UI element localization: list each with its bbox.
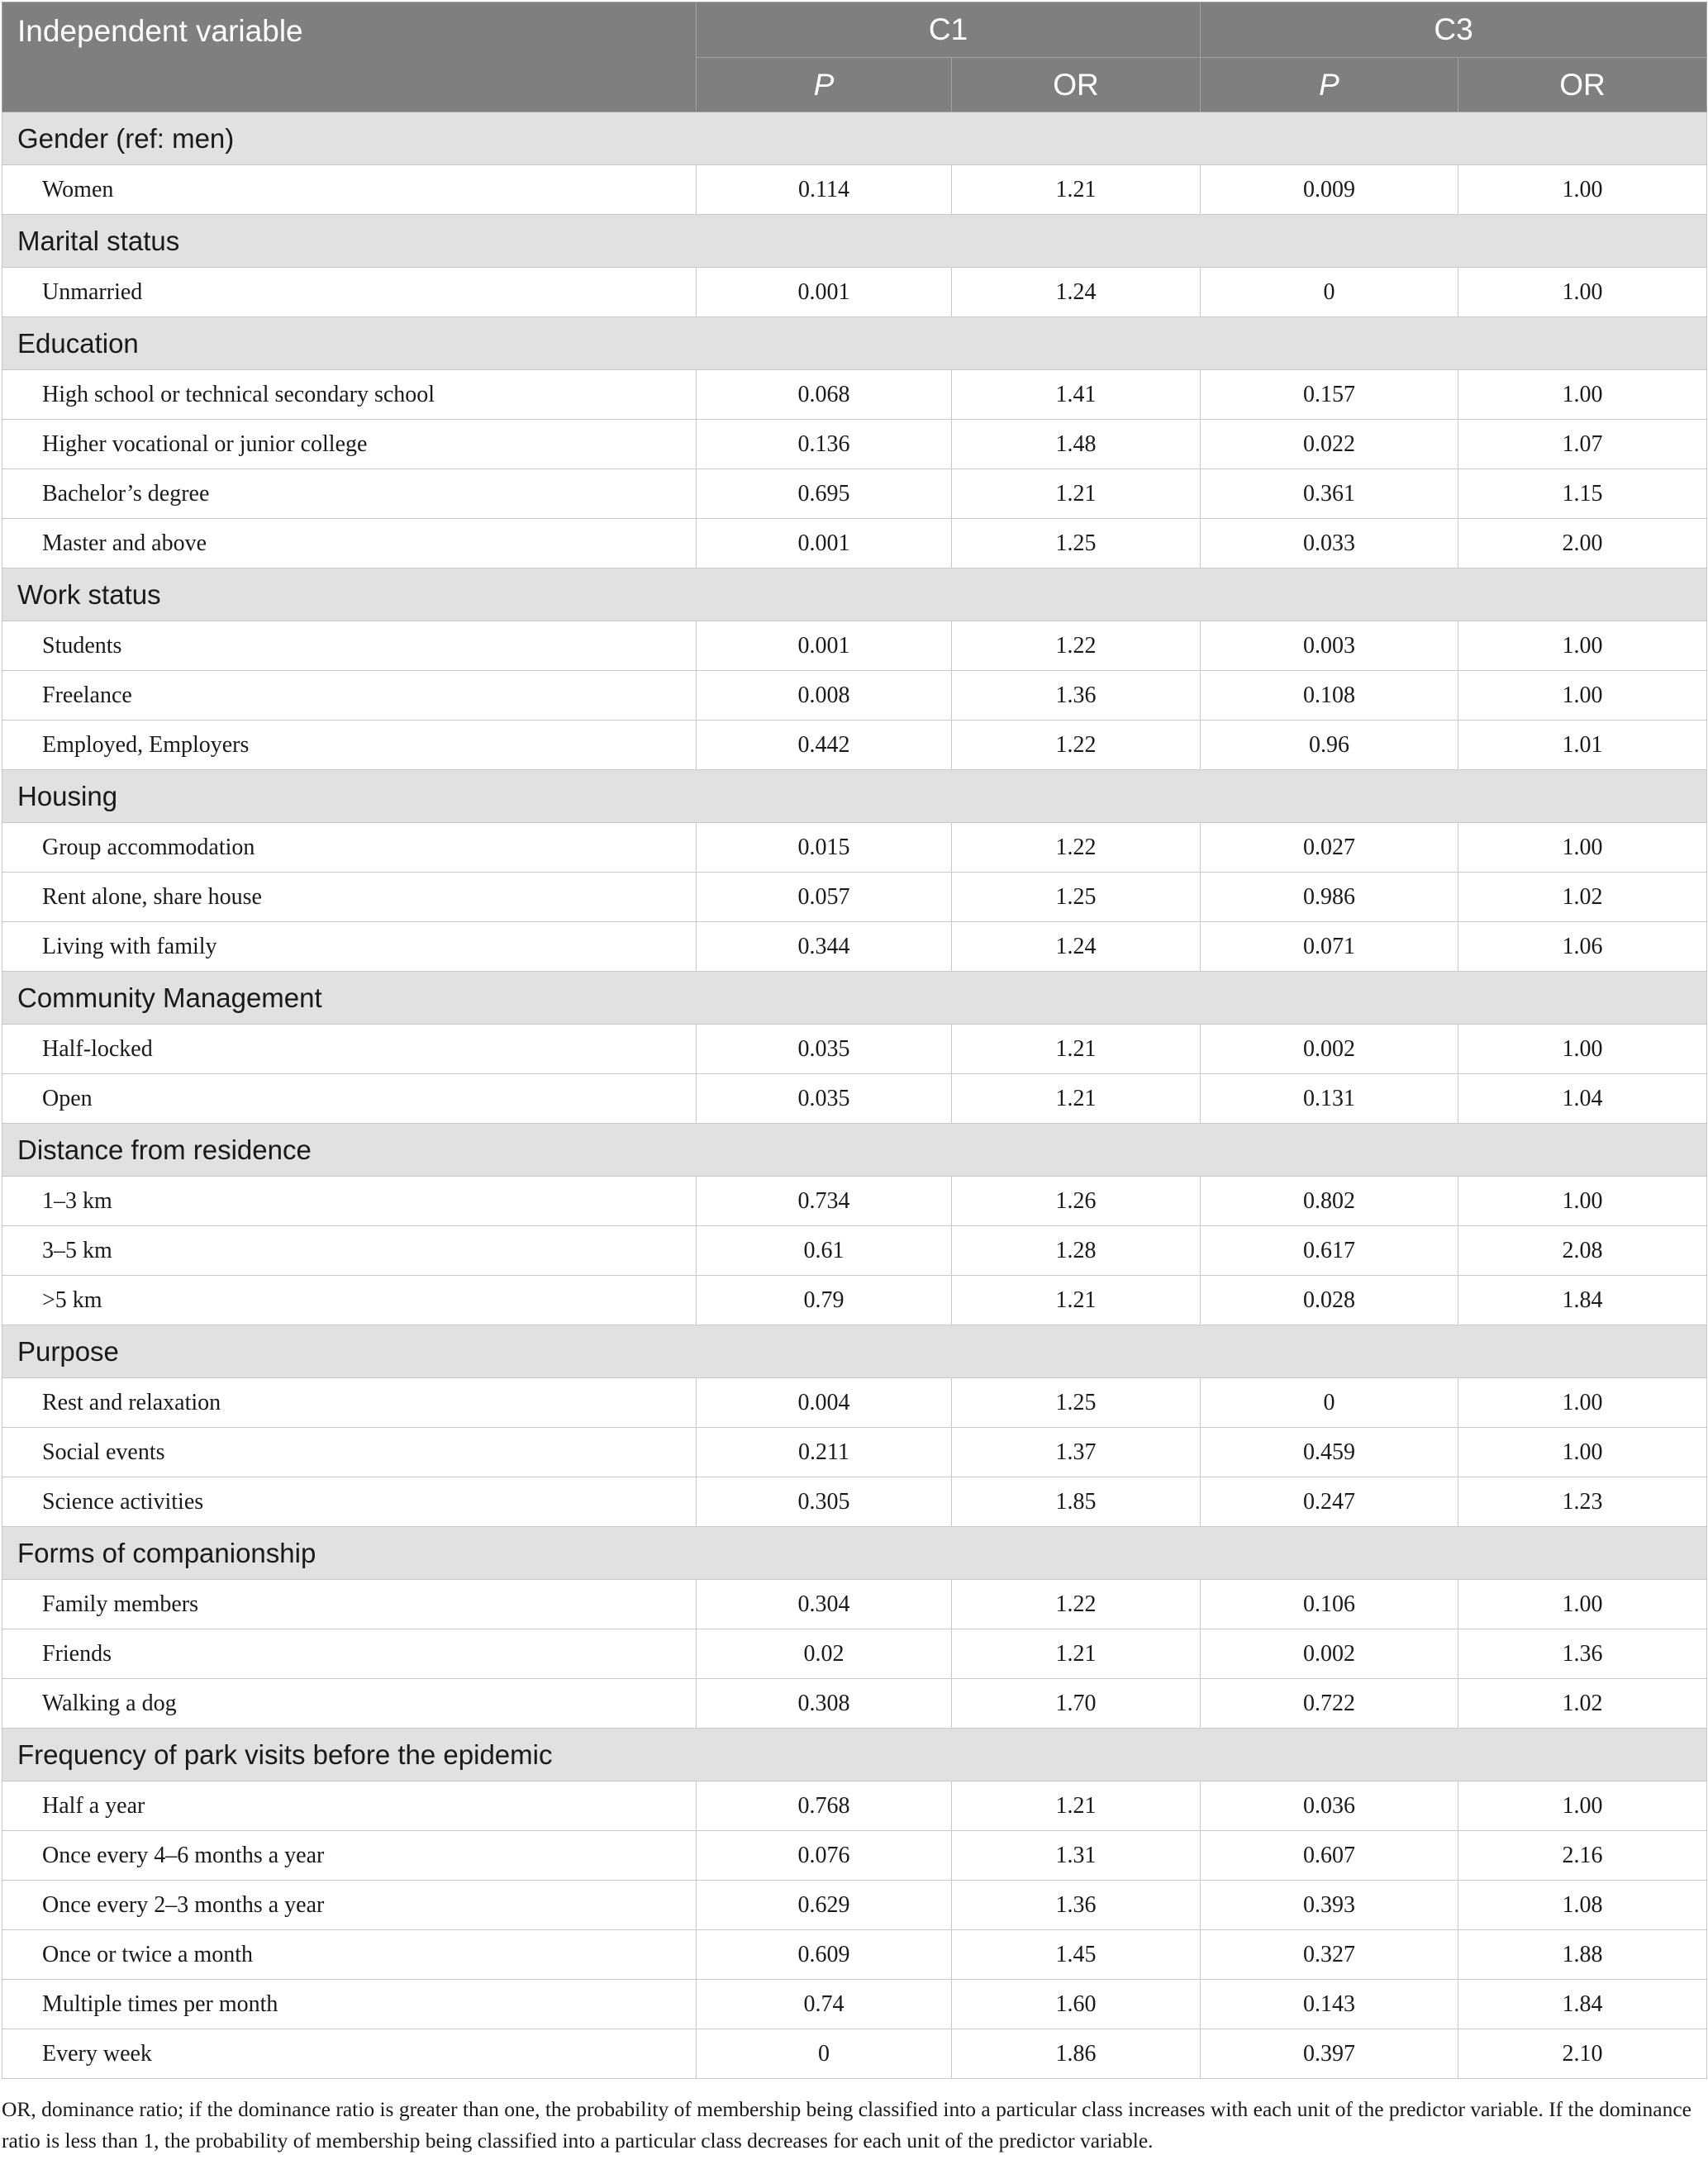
cell-c1-or: 1.21 [952,1781,1201,1831]
cell-c1-p: 0.008 [697,671,952,721]
cell-c3-or: 1.00 [1458,671,1707,721]
table-row [2,1881,1707,1930]
table-row [2,1831,1707,1881]
section-title: Work status [2,568,1707,621]
section-row [2,1124,1707,1177]
row-label: High school or technical secondary school [2,370,697,420]
cell-c3-or: 1.00 [1458,1580,1707,1629]
section-title: Housing [2,770,1707,823]
section-title: Community Management [2,972,1707,1025]
header-c3-p: P [1201,58,1458,112]
table-row [2,1580,1707,1629]
cell-c3-p: 0.607 [1201,1831,1458,1881]
table-row [2,1629,1707,1679]
cell-c3-p: 0.028 [1201,1276,1458,1325]
table-row [2,1378,1707,1428]
cell-c1-or: 1.21 [952,1074,1201,1124]
cell-c3-p: 0.617 [1201,1226,1458,1276]
cell-c3-p: 0.327 [1201,1930,1458,1980]
cell-c3-or: 1.36 [1458,1629,1707,1679]
cell-c1-or: 1.21 [952,1276,1201,1325]
table-row [2,469,1707,519]
cell-c3-or: 1.00 [1458,1428,1707,1477]
cell-c1-or: 1.70 [952,1679,1201,1729]
row-label: Every week [2,2029,697,2079]
cell-c1-p: 0 [697,2029,952,2079]
table-row [2,2029,1707,2079]
cell-c1-or: 1.60 [952,1980,1201,2029]
header-group-c1: C1 [697,2,1201,58]
cell-c3-p: 0.361 [1201,469,1458,519]
cell-c3-p: 0.157 [1201,370,1458,420]
cell-c1-p: 0.61 [697,1226,952,1276]
cell-c1-p: 0.734 [697,1177,952,1226]
cell-c3-or: 1.00 [1458,823,1707,873]
row-label: Master and above [2,519,697,568]
cell-c3-or: 1.84 [1458,1276,1707,1325]
cell-c3-p: 0.108 [1201,671,1458,721]
cell-c1-or: 1.37 [952,1428,1201,1477]
cell-c1-p: 0.305 [697,1477,952,1527]
cell-c1-or: 1.24 [952,922,1201,972]
section-title: Education [2,317,1707,370]
header-c1-or: OR [952,58,1201,112]
cell-c3-p: 0.986 [1201,873,1458,922]
table-row [2,1428,1707,1477]
table-row [2,519,1707,568]
section-row [2,317,1707,370]
row-label: Freelance [2,671,697,721]
cell-c1-or: 1.25 [952,873,1201,922]
row-label: Group accommodation [2,823,697,873]
section-title: Frequency of park visits before the epidemic [2,1729,1707,1781]
cell-c3-p: 0.009 [1201,165,1458,215]
table-row [2,1980,1707,2029]
cell-c1-p: 0.114 [697,165,952,215]
cell-c1-or: 1.22 [952,823,1201,873]
cell-c1-p: 0.304 [697,1580,952,1629]
cell-c1-or: 1.21 [952,469,1201,519]
table-row [2,1781,1707,1831]
cell-c1-or: 1.21 [952,165,1201,215]
cell-c3-or: 1.02 [1458,1679,1707,1729]
cell-c1-or: 1.22 [952,721,1201,770]
row-label: 3–5 km [2,1226,697,1276]
section-row [2,1729,1707,1781]
cell-c3-p: 0.247 [1201,1477,1458,1527]
table-row [2,1679,1707,1729]
table-footnote: OR, dominance ratio; if the dominance ratio is greater than one, the probability of membership being classified into a particular class increases with each unit of the predictor variable. If the dominance ratio is less than 1, the probability of membership being classified into a particular class decreases for each unit of the predictor variable. [2,2097,1691,2152]
row-label: Half a year [2,1781,697,1831]
cell-c1-p: 0.695 [697,469,952,519]
table-row [2,671,1707,721]
cell-c3-or: 1.00 [1458,1025,1707,1074]
cell-c3-p: 0.003 [1201,621,1458,671]
table-row [2,1226,1707,1276]
cell-c3-or: 1.06 [1458,922,1707,972]
cell-c3-p: 0.459 [1201,1428,1458,1477]
table-row [2,721,1707,770]
cell-c3-p: 0 [1201,268,1458,317]
cell-c1-p: 0.211 [697,1428,952,1477]
cell-c3-or: 1.00 [1458,1177,1707,1226]
cell-c1-p: 0.609 [697,1930,952,1980]
table-row [2,823,1707,873]
cell-c1-p: 0.344 [697,922,952,972]
row-label: Once or twice a month [2,1930,697,1980]
row-label: 1–3 km [2,1177,697,1226]
row-label: Multiple times per month [2,1980,697,2029]
cell-c3-p: 0.96 [1201,721,1458,770]
cell-c1-or: 1.36 [952,671,1201,721]
cell-c3-p: 0.071 [1201,922,1458,972]
cell-c1-p: 0.035 [697,1025,952,1074]
row-label: Once every 2–3 months a year [2,1881,697,1930]
cell-c1-or: 1.41 [952,370,1201,420]
cell-c1-or: 1.86 [952,2029,1201,2079]
table-row [2,621,1707,671]
section-title: Marital status [2,215,1707,268]
cell-c1-p: 0.442 [697,721,952,770]
row-label: Rent alone, share house [2,873,697,922]
row-label: Rest and relaxation [2,1378,697,1428]
cell-c3-p: 0.802 [1201,1177,1458,1226]
section-row [2,1325,1707,1378]
section-row [2,972,1707,1025]
cell-c1-or: 1.21 [952,1025,1201,1074]
cell-c1-or: 1.48 [952,420,1201,469]
cell-c3-p: 0.022 [1201,420,1458,469]
row-label: Living with family [2,922,697,972]
cell-c1-p: 0.001 [697,268,952,317]
cell-c3-p: 0.033 [1201,519,1458,568]
cell-c3-p: 0.036 [1201,1781,1458,1831]
row-label: Unmarried [2,268,697,317]
cell-c3-or: 1.04 [1458,1074,1707,1124]
row-label: Women [2,165,697,215]
table-row [2,1477,1707,1527]
cell-c1-p: 0.004 [697,1378,952,1428]
cell-c3-p: 0.027 [1201,823,1458,873]
header-c3-or: OR [1458,58,1707,112]
cell-c3-or: 1.23 [1458,1477,1707,1527]
row-label: Open [2,1074,697,1124]
cell-c3-or: 1.00 [1458,268,1707,317]
cell-c3-or: 1.00 [1458,1781,1707,1831]
cell-c1-p: 0.308 [697,1679,952,1729]
cell-c3-or: 1.00 [1458,621,1707,671]
cell-c1-or: 1.85 [952,1477,1201,1527]
table-row [2,1930,1707,1980]
table-row [2,1074,1707,1124]
cell-c3-or: 1.00 [1458,165,1707,215]
row-label: Higher vocational or junior college [2,420,697,469]
cell-c1-p: 0.001 [697,519,952,568]
cell-c3-p: 0.002 [1201,1025,1458,1074]
table-row [2,1276,1707,1325]
table-row [2,873,1707,922]
cell-c3-or: 1.00 [1458,370,1707,420]
section-title: Distance from residence [2,1124,1707,1177]
cell-c1-p: 0.057 [697,873,952,922]
cell-c1-p: 0.076 [697,1831,952,1881]
cell-c3-p: 0 [1201,1378,1458,1428]
row-label: Bachelor’s degree [2,469,697,519]
row-label: Once every 4–6 months a year [2,1831,697,1881]
cell-c3-or: 2.10 [1458,2029,1707,2079]
section-row [2,770,1707,823]
row-label: Students [2,621,697,671]
cell-c3-p: 0.397 [1201,2029,1458,2079]
section-row [2,215,1707,268]
section-title: Gender (ref: men) [2,112,1707,165]
cell-c3-p: 0.393 [1201,1881,1458,1930]
cell-c3-p: 0.143 [1201,1980,1458,2029]
cell-c3-or: 1.02 [1458,873,1707,922]
table-row [2,165,1707,215]
cell-c1-or: 1.25 [952,519,1201,568]
cell-c1-p: 0.035 [697,1074,952,1124]
row-label: Walking a dog [2,1679,697,1729]
cell-c1-or: 1.22 [952,1580,1201,1629]
cell-c3-or: 2.16 [1458,1831,1707,1881]
cell-c1-or: 1.45 [952,1930,1201,1980]
cell-c3-or: 1.15 [1458,469,1707,519]
cell-c1-p: 0.74 [697,1980,952,2029]
cell-c1-p: 0.136 [697,420,952,469]
section-row [2,1527,1707,1580]
table-row [2,922,1707,972]
table-row [2,268,1707,317]
cell-c1-or: 1.24 [952,268,1201,317]
table-row [2,1025,1707,1074]
cell-c1-or: 1.31 [952,1831,1201,1881]
cell-c1-p: 0.768 [697,1781,952,1831]
cell-c1-p: 0.629 [697,1881,952,1930]
cell-c3-or: 2.00 [1458,519,1707,568]
cell-c3-or: 1.88 [1458,1930,1707,1980]
cell-c3-p: 0.131 [1201,1074,1458,1124]
table-row [2,1177,1707,1226]
cell-c1-or: 1.36 [952,1881,1201,1930]
row-label: Social events [2,1428,697,1477]
row-label: Employed, Employers [2,721,697,770]
cell-c3-or: 1.01 [1458,721,1707,770]
cell-c3-or: 1.08 [1458,1881,1707,1930]
header-c1-p: P [697,58,952,112]
row-label: Friends [2,1629,697,1679]
row-label: >5 km [2,1276,697,1325]
table-body [2,112,1707,2079]
cell-c1-p: 0.015 [697,823,952,873]
regression-table [2,2,1707,2079]
cell-c1-or: 1.25 [952,1378,1201,1428]
header-group-c3: C3 [1201,2,1707,58]
cell-c1-or: 1.28 [952,1226,1201,1276]
section-row [2,568,1707,621]
cell-c1-p: 0.79 [697,1276,952,1325]
header-independent-variable: Independent variable [2,2,697,112]
cell-c3-or: 2.08 [1458,1226,1707,1276]
row-label: Family members [2,1580,697,1629]
cell-c3-or: 1.07 [1458,420,1707,469]
cell-c1-p: 0.068 [697,370,952,420]
cell-c3-p: 0.002 [1201,1629,1458,1679]
table-row [2,420,1707,469]
cell-c1-p: 0.02 [697,1629,952,1679]
cell-c3-p: 0.106 [1201,1580,1458,1629]
row-label: Science activities [2,1477,697,1527]
section-title: Forms of companionship [2,1527,1707,1580]
section-title: Purpose [2,1325,1707,1378]
table-row [2,370,1707,420]
table-header [2,2,1707,112]
cell-c3-or: 1.84 [1458,1980,1707,2029]
cell-c1-or: 1.26 [952,1177,1201,1226]
cell-c1-or: 1.21 [952,1629,1201,1679]
cell-c3-p: 0.722 [1201,1679,1458,1729]
section-row [2,112,1707,165]
cell-c3-or: 1.00 [1458,1378,1707,1428]
row-label: Half-locked [2,1025,697,1074]
cell-c1-p: 0.001 [697,621,952,671]
cell-c1-or: 1.22 [952,621,1201,671]
